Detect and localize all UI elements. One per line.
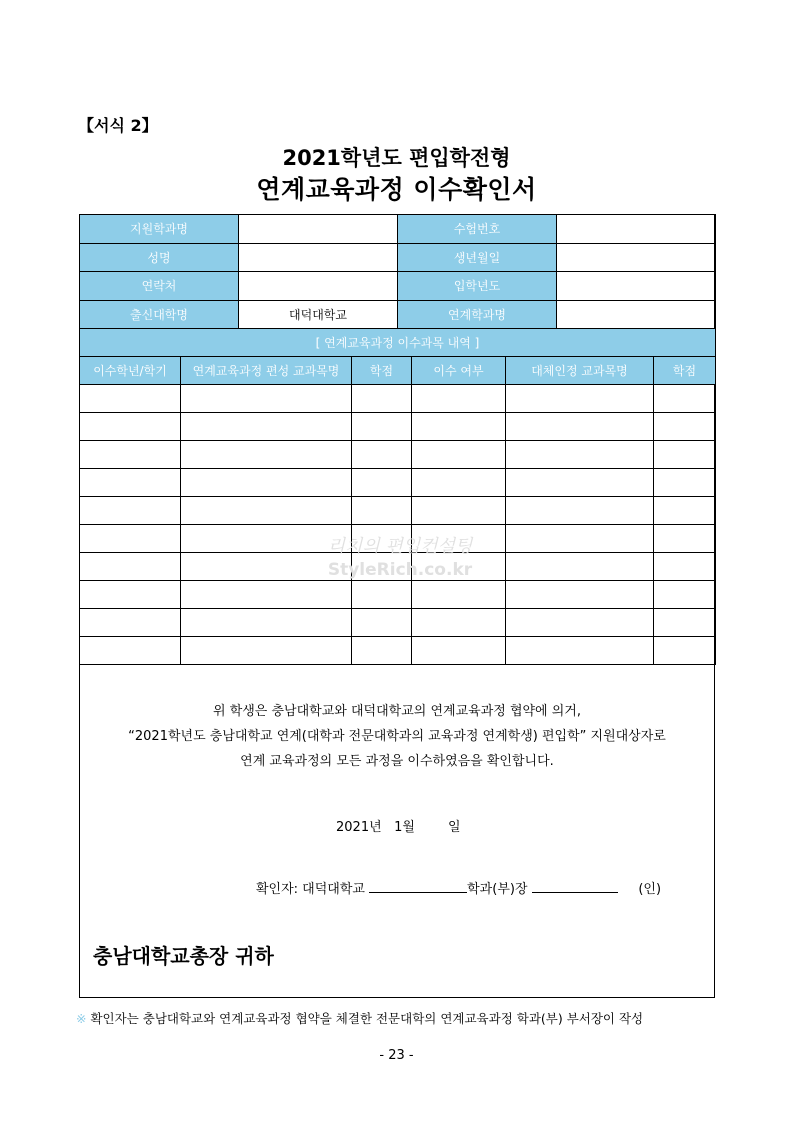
table-header-row xyxy=(80,357,716,385)
footnote xyxy=(76,1009,643,1027)
linked-dept-field[interactable] xyxy=(557,300,716,329)
col-header-completion: 이수 여부 xyxy=(412,357,506,385)
course-cell[interactable] xyxy=(654,441,716,469)
exam-no-field[interactable] xyxy=(557,215,716,244)
name-label: 성명 xyxy=(80,243,239,272)
course-cell[interactable] xyxy=(181,413,352,441)
admission-year-label: 입학년도 xyxy=(398,272,557,301)
course-cell[interactable] xyxy=(181,609,352,637)
course-cell[interactable] xyxy=(412,553,506,581)
course-cell[interactable] xyxy=(80,525,181,553)
course-cell[interactable] xyxy=(506,637,654,665)
table-row xyxy=(80,413,716,441)
col-header-substitute-course: 대체인정 교과목명 xyxy=(506,357,654,385)
col-header-course: 연계교육과정 편성 교과목명 xyxy=(181,357,352,385)
watermark-line1: 리치의 편입컨설팅 xyxy=(327,536,473,557)
statement-line3: 연계 교육과정의 모든 과정을 이수하였음을 확인합니다. xyxy=(240,754,554,769)
course-cell[interactable] xyxy=(80,385,181,413)
course-cell[interactable] xyxy=(352,609,412,637)
table-row xyxy=(80,272,716,301)
date-year: 2021년 xyxy=(336,820,382,835)
contact-label: 연락처 xyxy=(80,272,239,301)
table-row xyxy=(80,441,716,469)
confirmer-line xyxy=(256,878,661,897)
course-cell[interactable] xyxy=(654,413,716,441)
applicant-info-table xyxy=(79,214,716,358)
course-cell[interactable] xyxy=(80,497,181,525)
course-cell[interactable] xyxy=(506,385,654,413)
course-cell[interactable] xyxy=(654,609,716,637)
dept-head-name-blank[interactable] xyxy=(532,880,618,893)
seal-mark: (인) xyxy=(638,882,662,897)
course-cell[interactable] xyxy=(506,469,654,497)
confirmation-statement xyxy=(79,699,715,774)
date-line xyxy=(336,816,461,835)
course-cell[interactable] xyxy=(412,609,506,637)
note-text: 확인자는 충남대학교와 연계교육과정 협약을 체결한 전문대학의 연계교육과정 학과(부) 부서장이 작성 xyxy=(90,1011,644,1026)
course-cell[interactable] xyxy=(412,581,506,609)
course-cell[interactable] xyxy=(654,581,716,609)
course-cell[interactable] xyxy=(352,441,412,469)
form-label: 【서식 2】 xyxy=(78,116,158,135)
date-day: 일 xyxy=(447,820,461,835)
dept-head-label: 학과(부)장 xyxy=(467,882,528,897)
course-cell[interactable] xyxy=(412,497,506,525)
course-cell[interactable] xyxy=(412,525,506,553)
confirmer-prefix: 확인자: 대덕대학교 xyxy=(256,882,365,897)
course-cell[interactable] xyxy=(352,637,412,665)
course-cell[interactable] xyxy=(181,497,352,525)
course-cell[interactable] xyxy=(352,469,412,497)
birth-label: 생년월일 xyxy=(398,243,557,272)
table-row xyxy=(80,329,716,358)
course-cell[interactable] xyxy=(412,413,506,441)
course-cell[interactable] xyxy=(181,581,352,609)
course-cell[interactable] xyxy=(181,525,352,553)
course-cell[interactable] xyxy=(506,441,654,469)
applicant-dept-field[interactable] xyxy=(239,215,398,244)
date-month: 1월 xyxy=(394,820,415,835)
course-cell[interactable] xyxy=(80,469,181,497)
origin-univ-value: 대덕대학교 xyxy=(239,300,398,329)
table-row xyxy=(80,300,716,329)
course-cell[interactable] xyxy=(80,609,181,637)
course-cell[interactable] xyxy=(352,497,412,525)
statement-line1: 위 학생은 충남대학교와 대덕대학교의 연계교육과정 협약에 의거, xyxy=(213,704,581,719)
course-cell[interactable] xyxy=(654,497,716,525)
page-number: - 23 - xyxy=(379,1048,414,1063)
course-cell[interactable] xyxy=(80,637,181,665)
origin-univ-label: 출신대학명 xyxy=(80,300,239,329)
col-header-semester: 이수학년/학기 xyxy=(80,357,181,385)
table-row xyxy=(80,609,716,637)
course-cell[interactable] xyxy=(181,441,352,469)
note-mark: ※ xyxy=(76,1011,87,1026)
course-cell[interactable] xyxy=(412,637,506,665)
course-cell[interactable] xyxy=(352,525,412,553)
watermark-line2: StyleRich.co.kr xyxy=(327,560,473,580)
course-cell[interactable] xyxy=(654,469,716,497)
course-cell[interactable] xyxy=(181,553,352,581)
course-cell[interactable] xyxy=(181,637,352,665)
course-cell[interactable] xyxy=(654,385,716,413)
table-row xyxy=(80,497,716,525)
course-cell[interactable] xyxy=(412,469,506,497)
addressee: 충남대학교총장 귀하 xyxy=(93,944,274,968)
col-header-credit: 학점 xyxy=(352,357,412,385)
applicant-dept-label: 지원학과명 xyxy=(80,215,239,244)
document-title-line1: 2021학년도 편입학전형 xyxy=(282,146,511,170)
course-cell[interactable] xyxy=(412,441,506,469)
course-cell[interactable] xyxy=(654,525,716,553)
course-cell[interactable] xyxy=(506,525,654,553)
course-cell[interactable] xyxy=(654,637,716,665)
course-cell[interactable] xyxy=(181,469,352,497)
course-cell[interactable] xyxy=(80,413,181,441)
course-cell[interactable] xyxy=(352,413,412,441)
contact-field[interactable] xyxy=(239,272,398,301)
course-cell[interactable] xyxy=(506,581,654,609)
section-header: [ 연계교육과정 이수과목 내역 ] xyxy=(80,329,716,358)
course-cell[interactable] xyxy=(654,553,716,581)
course-cell[interactable] xyxy=(506,497,654,525)
linked-dept-label: 연계학과명 xyxy=(398,300,557,329)
birth-field[interactable] xyxy=(557,243,716,272)
table-row xyxy=(80,469,716,497)
course-cell[interactable] xyxy=(506,413,654,441)
course-cell[interactable] xyxy=(506,609,654,637)
course-cell[interactable] xyxy=(181,385,352,413)
table-row xyxy=(80,581,716,609)
name-field[interactable] xyxy=(239,243,398,272)
exam-no-label: 수험번호 xyxy=(398,215,557,244)
table-row xyxy=(80,243,716,272)
admission-year-field[interactable] xyxy=(557,272,716,301)
course-cell[interactable] xyxy=(80,441,181,469)
course-table xyxy=(79,356,716,665)
statement-line2: “2021학년도 충남대학교 연계(대학과 전문대학과의 교육과정 연계학생) 편입학” 지원대상자로 xyxy=(128,729,666,744)
table-row xyxy=(80,215,716,244)
document-title-line2: 연계교육과정 이수확인서 xyxy=(256,175,537,204)
course-cell[interactable] xyxy=(80,581,181,609)
table-row xyxy=(80,385,716,413)
course-cell[interactable] xyxy=(412,385,506,413)
col-header-substitute-credit: 학점 xyxy=(654,357,716,385)
course-cell[interactable] xyxy=(80,553,181,581)
course-cell[interactable] xyxy=(352,581,412,609)
table-row xyxy=(80,553,716,581)
course-cell[interactable] xyxy=(352,385,412,413)
course-cell[interactable] xyxy=(506,553,654,581)
course-cell[interactable] xyxy=(352,553,412,581)
confirmer-dept-blank[interactable] xyxy=(369,880,467,893)
table-row xyxy=(80,637,716,665)
table-row xyxy=(80,525,716,553)
